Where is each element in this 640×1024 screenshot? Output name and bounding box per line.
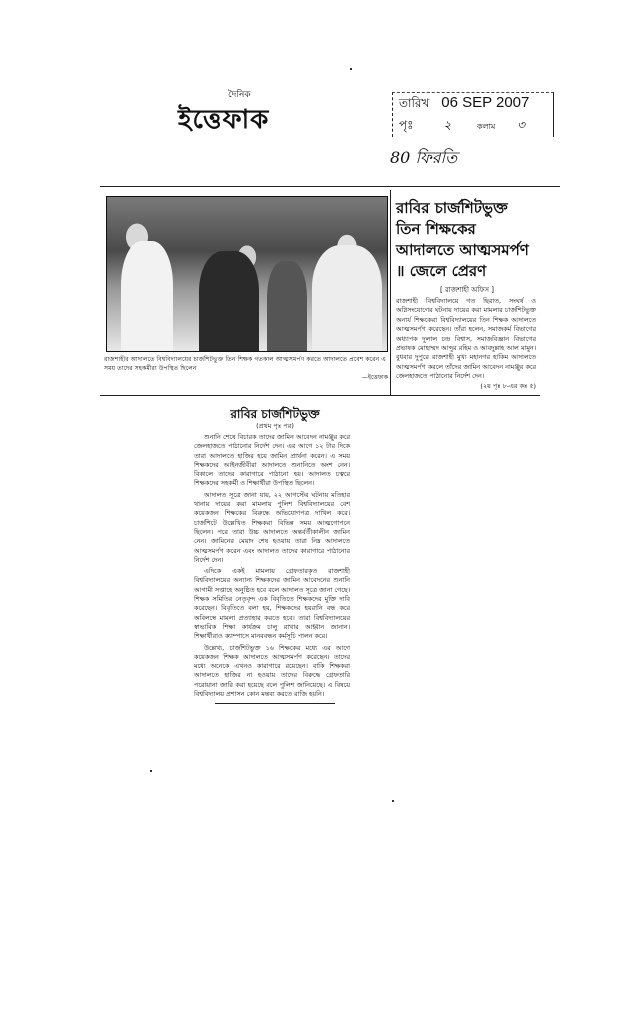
lead-byline: [ রাজশাহী অফিস ] xyxy=(440,286,494,294)
continuation-article xyxy=(180,407,370,704)
scan-speck xyxy=(150,770,152,772)
stamp-date: 06 SEP 2007 xyxy=(441,94,530,111)
lead-body xyxy=(396,297,536,391)
masthead-subtitle: দৈনিক xyxy=(228,90,251,100)
newspaper-masthead: ইত্তেফাক xyxy=(178,105,270,135)
photo-caption: রাজশাহীর আদালতে বিশ্ববিদ্যালয়ের চার্জশিটভুক্ত তিন শিক্ষক গতকাল আত্মসমর্পণ করতে আদালতে প্রবেশ করেন এ সময় তাদের সহকর্মীরা উপস্থিত ছিলেন xyxy=(104,356,386,372)
lead-headline: রাবির চার্জশিটভুক্ত তিন শিক্ষকের আদালতে আত্মসমর্পণ ॥ জেলে প্রেরণ xyxy=(396,199,529,280)
photo-person xyxy=(121,241,173,351)
stamp-column-label: কলাম xyxy=(477,122,496,131)
photo-person xyxy=(199,251,259,351)
continuation-headline: রাবির চার্জশিটভুক্ত xyxy=(230,407,320,421)
paragraph: শুনানি শেষে বিচারক তাদের জামিন আবেদন নামঞ্জুর করে জেলহাজতে পাঠানোর নির্দেশ দেন। এর আগে ১২ টার দিকে তারা আদালতে হাজির হয়ে জামিন প্রার্থনা করেন। এ সময় শিক্ষকদের আইনজীবীরা আদালতে শুনানিতে অংশ নেন। বিকালে তাদের কারাগারে পাঠানো হয়। আদালত চত্বরে শিক্ষকদের সহকর্মী ও শিক্ষার্থীরা উপস্থিত ছিলেন। xyxy=(194,433,350,488)
paragraph: উল্লেখ্য, চার্জশিটভুক্ত ১৬ শিক্ষকের মধ্যে এর আগে কয়েকজন শিক্ষক আদালতে আত্মসমর্পণ করেছেন। তাদের মধ্যে অনেকে এখনও কারাগারে রয়েছেন। বাকি শিক্ষকরা আদালতে হাজির না হওয়ায় তাদের বিরুদ্ধে গ্রেফতারি পরোয়ানা জারি করা হয়েছে বলে পুলিশ জানিয়েছে। এ বিষয়ে বিশ্ববিদ্যালয় প্রশাসন কোন মন্তব্য করতে রাজি হয়নি। xyxy=(194,643,350,699)
stamp-page-row xyxy=(399,116,525,136)
date-stamp xyxy=(392,92,554,137)
lead-article xyxy=(396,198,536,391)
column-divider xyxy=(390,190,391,395)
top-divider xyxy=(100,186,560,187)
scan-speck xyxy=(392,800,394,802)
paragraph: এদিকে একই মামলায় গ্রেফতারকৃত রাজশাহী বিশ্ববিদ্যালয়ের অন্যান্য শিক্ষকদের জামিন আবেদনের শুনানি আগামী সপ্তাহে অনুষ্ঠিত হবে বলে আদালত সূত্রে জানা গেছে। শিক্ষক সমিতির নেতৃবৃন্দ এক বিবৃতিতে শিক্ষকদের মুক্তি দাবি করেছেন। বিবৃতিতে বলা হয়, শিক্ষকদের হয়রানি বন্ধ করে অবিলম্বে মামলা প্রত্যাহার করতে হবে। তারা বিশ্ববিদ্যালয়ের স্বাভাবিক শিক্ষা কার্যক্রম চালু রাখার আহ্বান জানান। শিক্ষার্থীরাও ক্যাম্পাসে মানববন্ধন কর্মসূচি পালন করে। xyxy=(194,567,350,641)
bottom-divider xyxy=(100,395,540,396)
end-rule xyxy=(215,703,335,704)
photo-block xyxy=(104,196,388,382)
continuation-body xyxy=(194,433,350,699)
stamp-page: ২ xyxy=(443,118,452,132)
photo-person xyxy=(267,261,307,351)
lead-continued: (২য় পৃঃ ৮-এর কঃ ৫) xyxy=(480,381,536,390)
handwritten-note: 80 ফিরতি xyxy=(390,148,458,167)
stamp-page-label: পৃঃ xyxy=(399,118,414,132)
lead-body-text: রাজশাহী বিশ্ববিদ্যালয়ে গত ছিরাত, সংঘর্ষ ও অগ্নিসংযোগের ঘটনায় দায়ের করা মামলার চার্জশিটভুক্ত অনার্য শিক্ষকেরা বিশ্ববিদ্যালয়ের তিন শিক্ষক আদালতে আত্মসমর্পণ করেছেন। তাঁরা হলেন, সমাজকর্ম বিভাগের অধ্যাপক দুলাল চন্দ্র বিশ্বাস, সমাজবিজ্ঞান বিভাগের প্রভাষক মোহাম্মদ আব্দুর রহিম ও আবদুল্লাহ আল মামুন। বুধবার দুপুরে রাজশাহী মুখ্য মহানগর হাকিম আদালতে আত্মসমর্পণ করলে তাঁদের জামিন আবেদন নামঞ্জুর করে জেলহাজতে পাঠানোর নির্দেশ দেন। xyxy=(396,297,536,381)
stamp-date-label: তারিখ xyxy=(399,96,430,110)
photo-person xyxy=(312,245,382,351)
continuation-subhead: (প্রথম পৃঃ পর) xyxy=(256,422,294,430)
stamp-date-row xyxy=(399,94,529,112)
photo-credit: —ইত্তেফাক xyxy=(361,374,388,381)
stamp-column: ৩ xyxy=(517,118,525,132)
news-photo xyxy=(106,196,388,352)
paragraph: আদালত সূত্রে জানা যায়, ২২ আগস্টের ঘটনায় মতিহার থানায় দায়ের করা মামলায় পুলিশ বিশ্ববিদ্যালয়ের বেশ কয়েকজন শিক্ষকের বিরুদ্ধে অভিযোগপত্র দাখিল করে। চার্জশিটে উল্লেখিত শিক্ষকরা বিভিন্ন সময় আত্মগোপনে ছিলেন। পরে তারা উচ্চ আদালতে অন্তর্বর্তীকালীন জামিন নেন। জামিনের মেয়াদ শেষ হওয়ায় তারা নিম্ন আদালতে আত্মসমর্পণ করেন এবং আদালত তাদের কারাগারে পাঠানোর নির্দেশ দেন। xyxy=(194,490,350,564)
scan-speck xyxy=(350,68,352,70)
